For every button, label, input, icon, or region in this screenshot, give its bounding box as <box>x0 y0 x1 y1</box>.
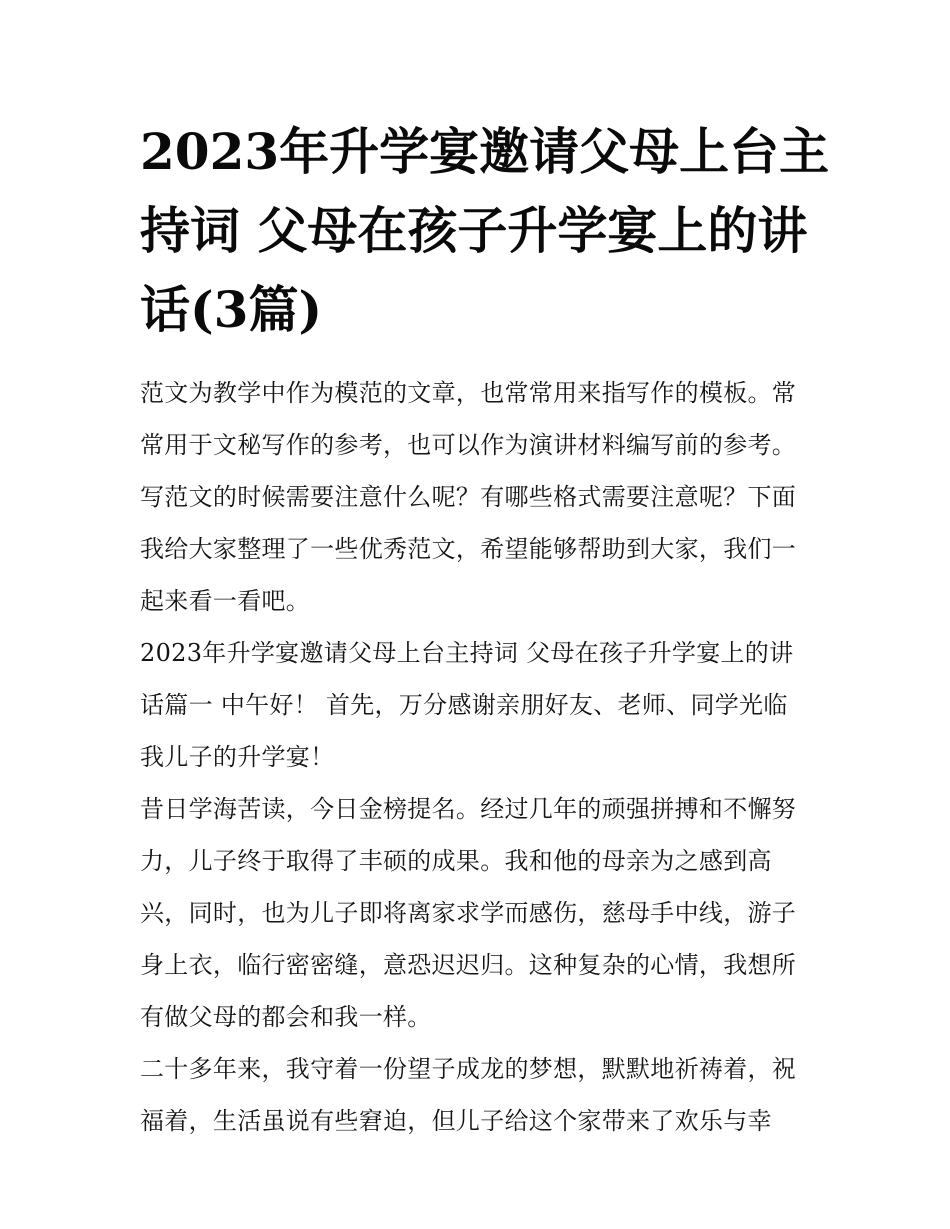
title-line: 2023年升学宴邀请父母上台主 <box>140 122 830 181</box>
document-page <box>140 112 830 1147</box>
body-paragraph <box>140 1043 812 1147</box>
text-line: 兴，同时，也为儿子即将离家求学而感伤，慈母手中线，游子 <box>140 899 797 927</box>
text-line: 有做父母的都会和我一样。 <box>140 1003 432 1031</box>
title-line: 持词 父母在孩子升学宴上的讲 <box>140 201 808 260</box>
document-body <box>140 367 812 1147</box>
text-line: 话篇一 中午好！ 首先，万分感谢亲朋好友、老师、同学光临 <box>140 691 788 719</box>
text-line: 身上衣，临行密密缝，意恐迟迟归。这种复杂的心情，我想所 <box>140 951 797 979</box>
text-line: 写范文的时候需要注意什么呢？有哪些格式需要注意呢？下面 <box>140 483 797 511</box>
text-line: 范文为教学中作为模范的文章，也常常用来指写作的模板。常 <box>140 379 797 407</box>
text-line: 力，儿子终于取得了丰硕的成果。我和他的母亲为之感到高 <box>140 847 772 875</box>
text-line: 我儿子的升学宴！ <box>140 743 335 771</box>
document-title <box>140 112 830 349</box>
body-paragraph <box>140 783 812 1043</box>
text-line: 福着，生活虽说有些窘迫，但儿子给这个家带来了欢乐与幸 <box>140 1107 772 1135</box>
text-line: 起来看一看吧。 <box>140 587 311 615</box>
text-line: 昔日学海苦读，今日金榜提名。经过几年的顽强拼搏和不懈努 <box>140 795 797 823</box>
text-line: 常用于文秘写作的参考，也可以作为演讲材料编写前的参考。 <box>140 431 797 459</box>
intro-paragraph <box>140 367 812 627</box>
text-line: 二十多年来，我守着一份望子成龙的梦想，默默地祈祷着，祝 <box>140 1055 797 1083</box>
title-line: 话(3篇) <box>140 280 323 339</box>
text-line: 我给大家整理了一些优秀范文，希望能够帮助到大家，我们一 <box>140 535 797 563</box>
text-line: 2023年升学宴邀请父母上台主持词 父母在孩子升学宴上的讲 <box>140 639 794 667</box>
speech-heading-paragraph <box>140 627 812 783</box>
